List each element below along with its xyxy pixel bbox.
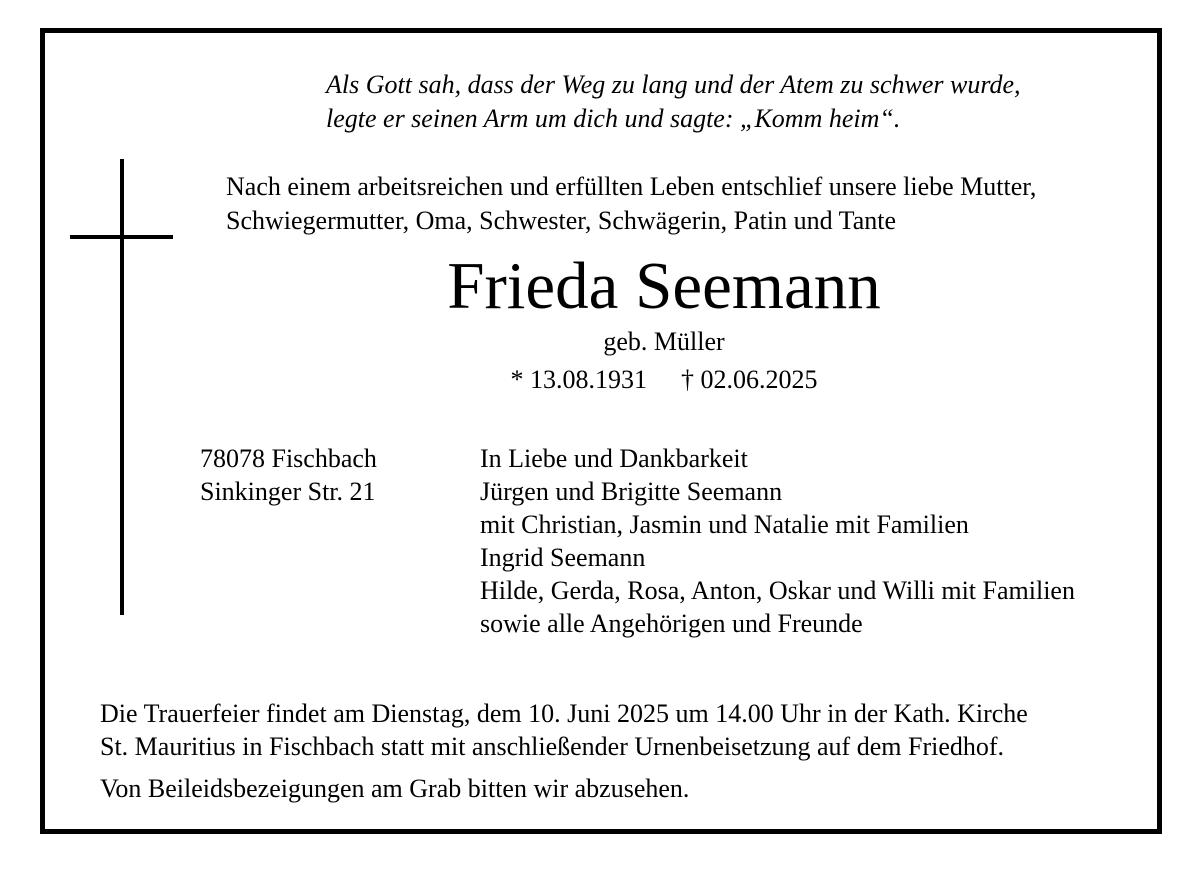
- funeral-service-info: [100, 697, 1028, 763]
- death-date: † 02.06.2025: [681, 365, 818, 394]
- address-city: 78078 Fischbach: [200, 444, 377, 473]
- family-address: [200, 442, 377, 508]
- mourner-line: Hilde, Gerda, Rosa, Anton, Oskar und Willi mit Familien: [480, 576, 1075, 605]
- mourner-line: sowie alle Angehörigen und Freunde: [480, 609, 863, 638]
- intro-line-2: Schwiegermutter, Oma, Schwester, Schwägerin, Patin und Tante: [226, 206, 897, 235]
- motto-verse: [326, 68, 1021, 136]
- mourner-line: mit Christian, Jasmin und Natalie mit Familien: [480, 510, 969, 539]
- birth-date: * 13.08.1931: [510, 365, 647, 394]
- service-line-2: St. Mauritius in Fischbach statt mit anschließender Urnenbeisetzung auf dem Friedhof.: [100, 732, 1005, 761]
- condolence-note: Von Beileidsbezeigungen am Grab bitten wir abzusehen.: [100, 774, 690, 803]
- intro-text: [226, 170, 1036, 238]
- life-dates: [0, 364, 1200, 396]
- deceased-name: Frieda Seemann: [447, 249, 881, 323]
- mourner-line: Ingrid Seemann: [480, 543, 646, 572]
- mourner-line: Jürgen und Brigitte Seemann: [480, 477, 783, 506]
- mourners-list: [480, 442, 1075, 640]
- address-street: Sinkinger Str. 21: [200, 477, 376, 506]
- motto-line-2: legte er seinen Arm um dich und sagte: „Komm heim“.: [326, 104, 901, 133]
- service-line-1: Die Trauerfeier findet am Dienstag, dem 10. Juni 2025 um 14.00 Uhr in der Kath. Kirche: [100, 699, 1028, 728]
- maiden-name: geb. Müller: [603, 327, 725, 356]
- motto-line-1: Als Gott sah, dass der Weg zu lang und der Atem zu schwer wurde,: [326, 70, 1021, 99]
- intro-line-1: Nach einem arbeitsreichen und erfüllten Leben entschlief unsere liebe Mutter,: [226, 172, 1037, 201]
- cross-horizontal-bar: [70, 235, 173, 239]
- mourner-line: In Liebe und Dankbarkeit: [480, 444, 748, 473]
